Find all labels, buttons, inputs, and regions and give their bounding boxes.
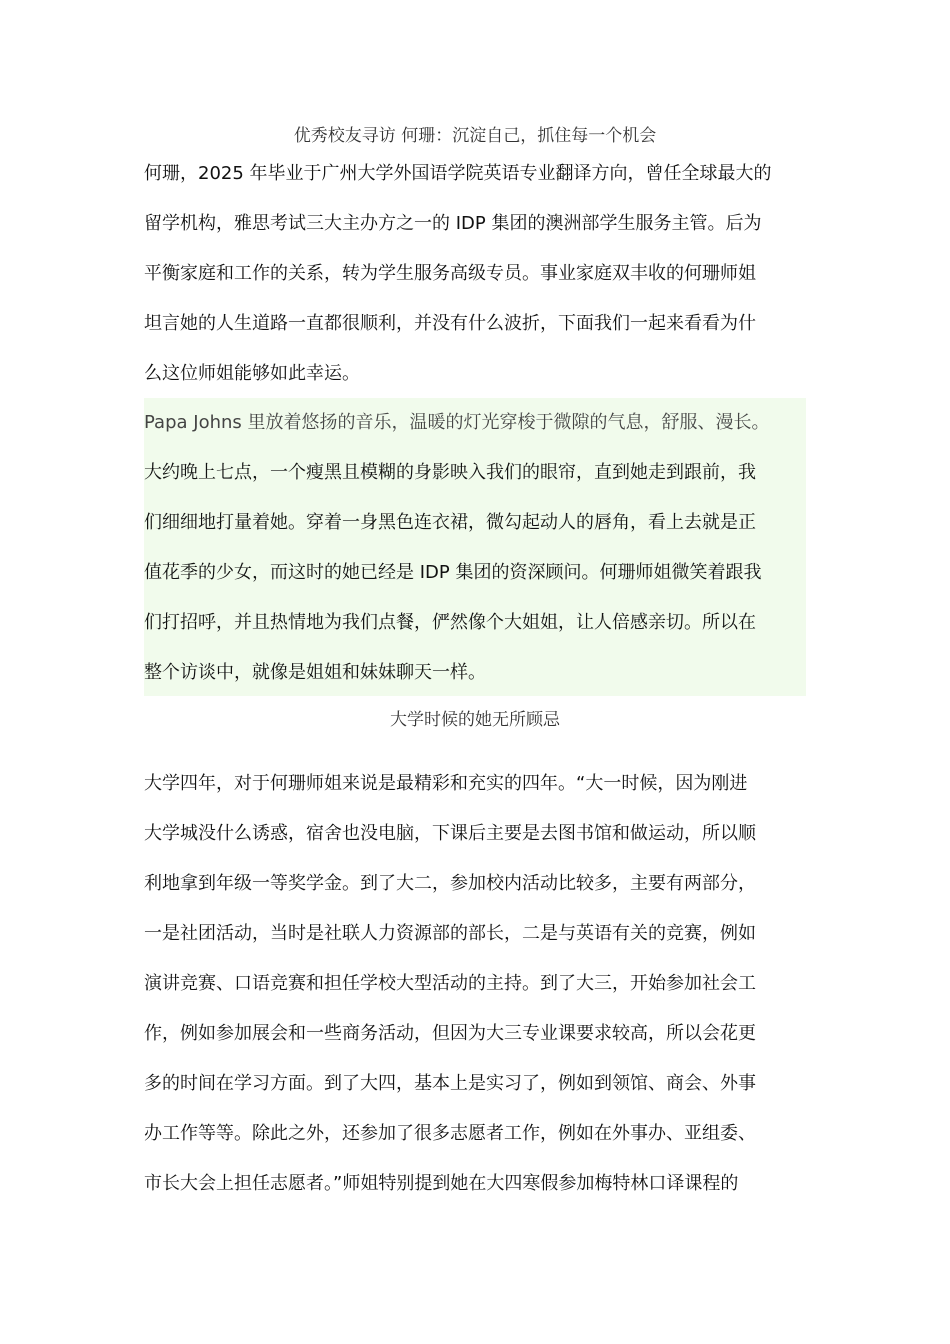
paragraph-line: 办工作等等。除此之外，还参加了很多志愿者工作，例如在外事办、亚组委、 xyxy=(144,1123,756,1144)
section-heading: 大学时候的她无所顾忌 xyxy=(390,710,560,730)
highlighted-scene-paragraph xyxy=(144,398,806,696)
paragraph-line: 利地拿到年级一等奖学金。到了大二，参加校内活动比较多，主要有两部分， xyxy=(144,873,756,894)
article-title: 优秀校友寻访 何珊：沉淀自己，抓住每一个机会 xyxy=(293,126,657,146)
paragraph-line: Papa Johns 里放着悠扬的音乐，温暖的灯光穿梭于微隙的气息，舒服、漫长。 xyxy=(144,412,770,433)
paragraph-line: 坦言她的人生道路一直都很顺利，并没有什么波折，下面我们一起来看看为什 xyxy=(144,313,756,334)
paragraph-line: 值花季的少女，而这时的她已经是 IDP 集团的资深顾问。何珊师姐微笑着跟我 xyxy=(144,562,762,583)
paragraph-line: 平衡家庭和工作的关系，转为学生服务高级专员。事业家庭双丰收的何珊师姐 xyxy=(144,263,756,284)
paragraph-line: 大学城没什么诱惑，宿舍也没电脑，下课后主要是去图书馆和做运动，所以顺 xyxy=(144,823,756,844)
paragraph-line: 何珊，2025 年毕业于广州大学外国语学院英语专业翻译方向，曾任全球最大的 xyxy=(144,163,772,184)
paragraph-line: 多的时间在学习方面。到了大四，基本上是实习了，例如到领馆、商会、外事 xyxy=(144,1073,756,1094)
paragraph-line: 大学四年，对于何珊师姐来说是最精彩和充实的四年。“大一时候，因为刚进 xyxy=(144,773,748,794)
paragraph-line: 们细细地打量着她。穿着一身黑色连衣裙，微勾起动人的唇角，看上去就是正 xyxy=(144,512,756,533)
paragraph-line: 么这位师姐能够如此幸运。 xyxy=(144,363,360,384)
paragraph-line: 大约晚上七点，一个瘦黑且模糊的身影映入我们的眼帘，直到她走到跟前，我 xyxy=(144,462,756,483)
paragraph-line: 市长大会上担任志愿者。”师姐特别提到她在大四寒假参加梅特林口译课程的 xyxy=(144,1173,739,1194)
paragraph-line: 一是社团活动，当时是社联人力资源部的部长，二是与英语有关的竞赛，例如 xyxy=(144,923,756,944)
intro-paragraph xyxy=(144,149,806,399)
paragraph-line: 留学机构，雅思考试三大主办方之一的 IDP 集团的澳洲部学生服务主管。后为 xyxy=(144,213,762,234)
university-paragraph xyxy=(144,759,806,1209)
paragraph-line: 整个访谈中，就像是姐姐和妹妹聊天一样。 xyxy=(144,662,486,683)
paragraph-line: 们打招呼，并且热情地为我们点餐，俨然像个大姐姐，让人倍感亲切。所以在 xyxy=(144,612,756,633)
paragraph-line: 演讲竞赛、口语竞赛和担任学校大型活动的主持。到了大三，开始参加社会工 xyxy=(144,973,756,994)
paragraph-line: 作，例如参加展会和一些商务活动，但因为大三专业课要求较高，所以会花更 xyxy=(144,1023,756,1044)
